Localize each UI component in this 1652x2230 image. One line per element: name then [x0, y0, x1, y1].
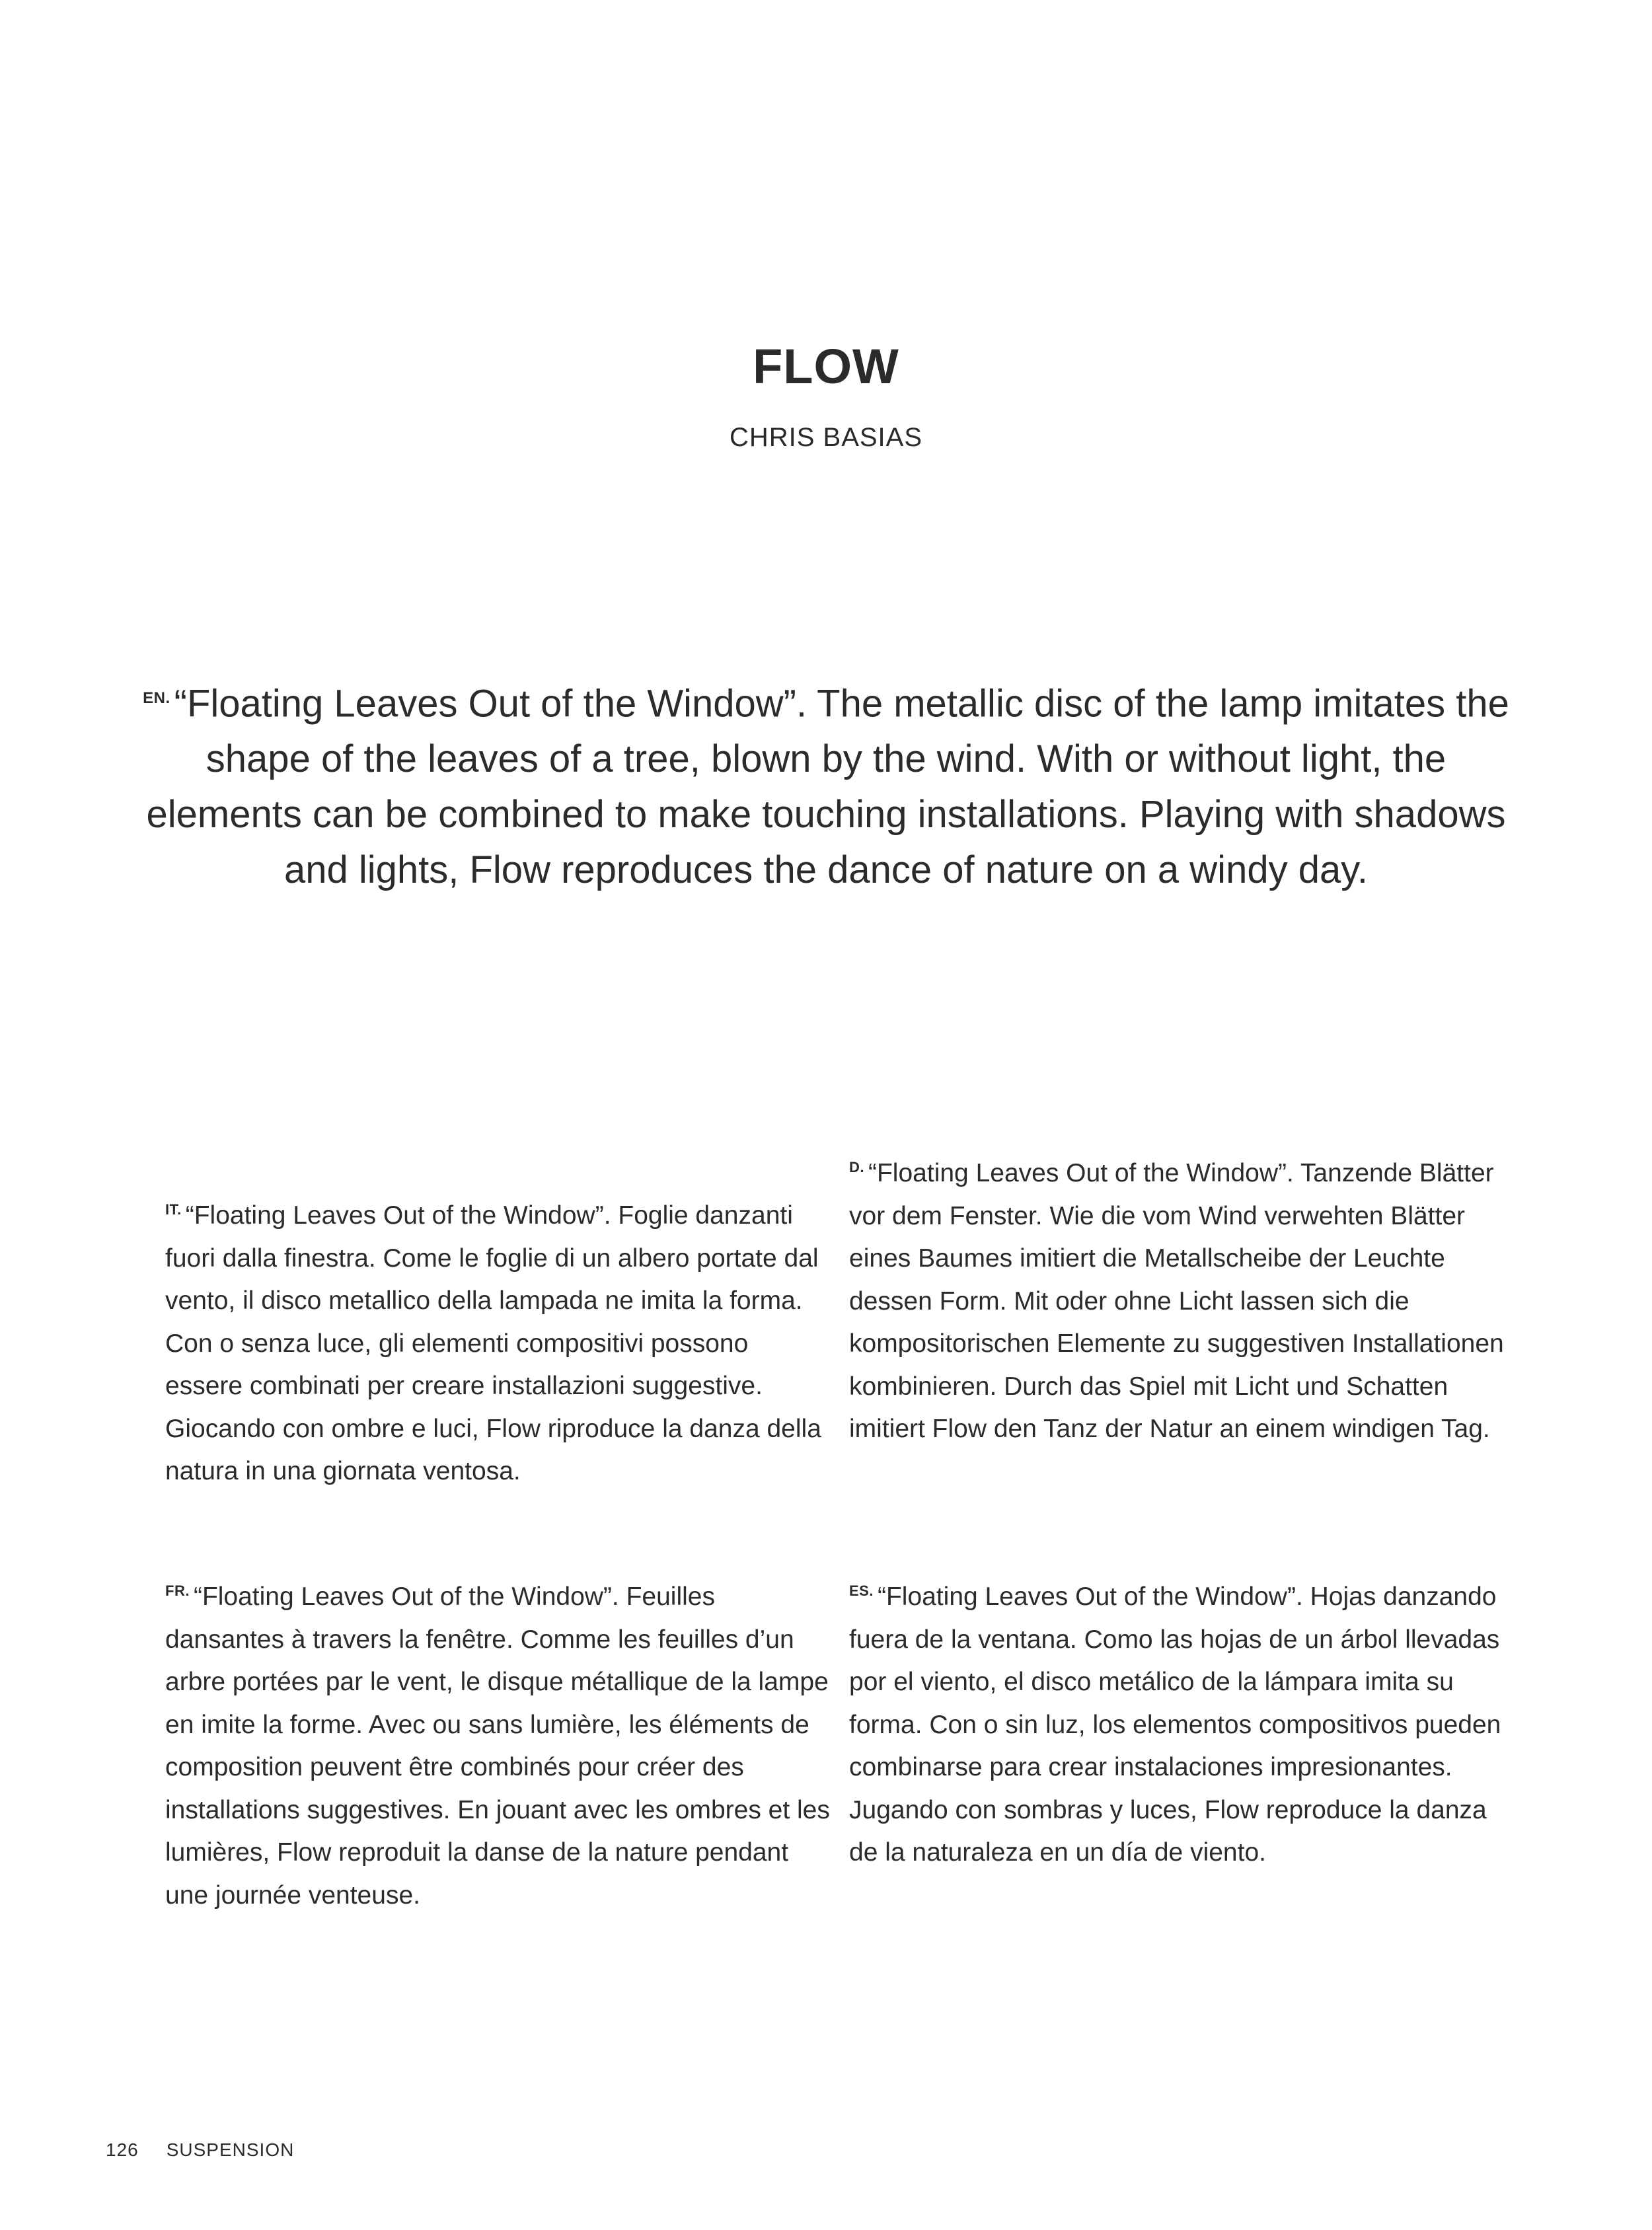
lead-text-en: “Floating Leaves Out of the Window”. The metallic disc of the lamp imitates the shape of the leaves of a tree, blown by the wind. With or without light, the elements can be combined to make touching installations. Playing with shadows and lights, Flow reproduces the dance of nature on a windy day. — [146, 682, 1509, 892]
designer-name: CHRIS BASIAS — [729, 423, 923, 452]
paragraph-de — [849, 1146, 1517, 1451]
language-tag-it: IT. — [165, 1201, 182, 1218]
page-title: FLOW — [753, 339, 899, 394]
paragraph-text-es: “Floating Leaves Out of the Window”. Hojas danzando fuera de la ventana. Como las hojas de un árbol llevadas por el viento, el disco metálico de la lámpara imita su forma. Con o sin luz, los elementos compositivos pueden combinarse para crear instalaciones impresionantes. Jugando con sombras y luces, Flow reproduce la danza de la naturaleza en un día de viento. — [849, 1582, 1501, 1867]
paragraph-text-it: “Floating Leaves Out of the Window”. Foglie danzanti fuori dalla finestra. Come le foglie di un albero portate dal vento, il disco metallico della lampada ne imita la forma. Con o senza luce, gli elementi compositivi possono essere combinati per creare installazioni suggestive. Giocando con ombre e luci, Flow riproduce la danza della natura in una giornata ventosa. — [165, 1201, 821, 1485]
page-number: 126 — [106, 2139, 139, 2160]
paragraph-text-de: “Floating Leaves Out of the Window”. Tanzende Blätter vor dem Fenster. Wie die vom Wind verwehten Blätter eines Baumes imitiert die Metallscheibe der Leuchte dessen Form. Mit oder ohne Licht lassen sich die kompositorischen Elemente zu suggestiven Installationen kombinieren. Durch das Spiel mit Licht und Schatten imitiert Flow den Tanz der Natur an einem windigen Tag. — [849, 1159, 1504, 1443]
language-tag-fr: FR. — [165, 1582, 190, 1599]
language-tag-es: ES. — [849, 1582, 874, 1599]
page-footer — [106, 2139, 294, 2161]
paragraph-it — [165, 1189, 833, 1493]
language-tag-de: D. — [849, 1159, 864, 1175]
paragraph-fr — [165, 1570, 833, 1917]
paragraph-es — [849, 1570, 1517, 1875]
section-name: SUSPENSION — [166, 2139, 295, 2160]
paragraph-text-fr: “Floating Leaves Out of the Window”. Feuilles dansantes à travers la fenêtre. Comme les feuilles d’un arbre portées par le vent, le disque métallique de la lampe en imite la forme. Avec ou sans lumière, les éléments de composition peuvent être combinés pour créer des installations suggestives. En jouant avec les ombres et les lumières, Flow reproduit la danse de la nature pendant une journée venteuse. — [165, 1582, 830, 1910]
lead-paragraph-en — [132, 671, 1520, 898]
language-tag-en: EN. — [143, 689, 170, 707]
